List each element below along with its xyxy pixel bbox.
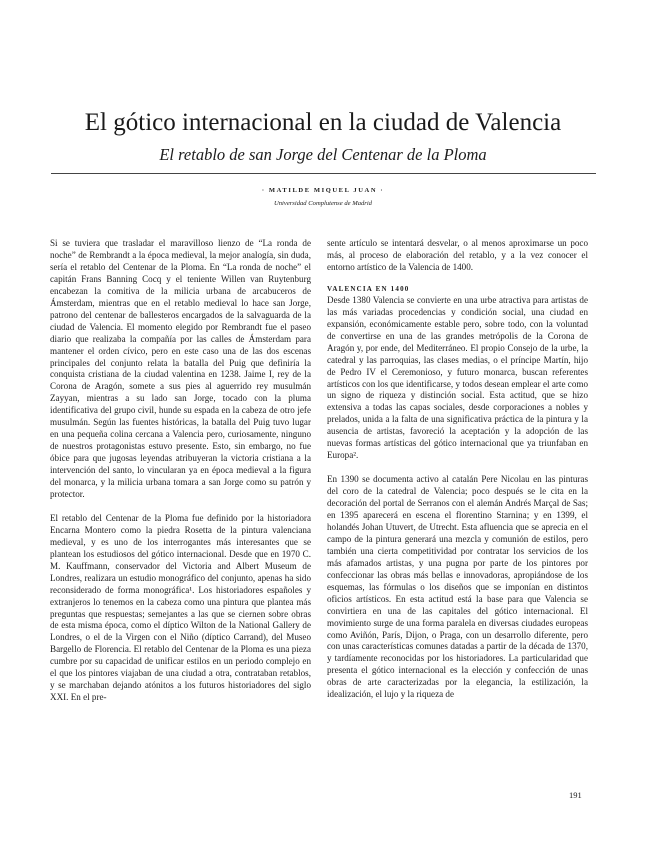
paragraph: Desde 1380 Valencia se convierte en una urbe atractiva para artistas de las más variadas procedencias y condición social, una ciudad en expansión, económicamente estable pero, sobre todo, con la voluntad de convertirse en una de las grandes metrópolis de la Corona de Aragón y, por ende, del Mediterráneo. El propio Consejo de la urbe, la catedral y las parroquias, las clases medias, o el príncipe Martín, hijo de Pedro IV el Ceremonioso, y futuro monarca, buscan referentes artísticos con los que identificarse, y todos desean emplear el arte como un signo de riqueza y distinción social. Esta actitud, que se hizo extensiva a todas las capas sociales, desde corporaciones a nobles y prelados, unida a la falta de una significativa práctica de la pintura y la ausencia de artistas, favoreció la aceptación y la adopción de las nuevas formas artísticas del gótico internacional que ya triunfaban en Europa². <box>327 294 588 461</box>
paragraph: sente artículo se intentará desvelar, o al menos aproximarse un poco más, al proceso de elaboración del retablo, y a la vez conocer el entorno artístico de la Valencia de 1400. <box>327 238 588 272</box>
paragraph: En 1390 se documenta activo al catalán Pere Nicolau en las pinturas del coro de la catedral de Valencia; poco después se le cita en la decoración del portal de Serranos con el alemán Andrés Marçal de Sas; en 1395 aparecerá en escena el florentino Starnina; y en 1399, el holandés Johan Utuvert, de Utrecht. Esta afluencia que se aprecia en el campo de la pintura generará una mezcla y comunión de estilos, pero también una cierta competitividad por contratar los servicios de los más afamados artistas, y una pugna por parte de los pintores por confeccionar las obras más bellas e innovadoras, apropiándose de los esquemas, las fórmulas o los diseños que se imponían en distintos oficios artísticos. En esta actitud está la base para que Valencia se convirtiera en una de las capitales del gótico internacional. El movimiento surge de una forma paralela en diversas ciudades europeas como Aviñón, París, Dijon, o Praga, con un desarrollo diferente, pero con unas características comunes datadas a partir de la década de 1370, y tardíamente reconocidas por los historiadores. La particularidad que presenta el gótico internacional es la elección y confección de unas obras de arte caracterizadas por la elegancia, la estilización, la idealización, el lujo y la riqueza de <box>327 474 588 700</box>
paragraph: Si se tuviera que trasladar el maravilloso lienzo de “La ronda de noche” de Rembrandt a la época medieval, la mejor analogía, sin duda, sería el retablo del Centenar de la Ploma. En “La ronda de noche” el capitán Frans Banning Cocq y el teniente Willen van Ruytenburg encabezan la comitiva de la milicia urbana de arcabuceros de Ámsterdam, mientras que en el retablo medieval lo hace san Jorge, patrono del centenar de ballesteros encargados de la salvaguarda de la ciudad de Valencia. El momento elegido por Rembrandt fue el paseo diario que realizaba la compañía por las calles de Ámsterdam para mantener el orden cívico, pero en este caso una de las dos escenas principales del conjunto relata la batalla del Puig que definiría la conquista cristiana de la ciudad valentina en 1238. Jaime I, rey de la Corona de Aragón, somete a sus pies al aguerrido rey musulmán Zayyan, mientras a su lado san Jorge, tocado con la pluma identificativa del grupo civil, hunde su espada en la cabeza de otro jefe musulmán. Según las fuentes históricas, la batalla del Puig tuvo lugar en una pequeña colina cercana a Valencia pero, curiosamente, ninguno de nuestros protagonistas estuvo presente. Esto, sin embargo, no fue óbice para que jugosas leyendas atribuyeran la victoria cristiana a la intervención del santo, lo vincularan ya en época medieval a la figura del monarca, y la milicia urbana tomara a san Jorge como su patrón y protector. <box>50 238 311 500</box>
article-subtitle: El retablo de san Jorge del Centenar de la Ploma <box>159 145 487 164</box>
author-name: · MATILDE MIQUEL JUAN · <box>261 187 385 194</box>
page-number: 191 <box>569 790 582 800</box>
left-column <box>50 238 311 704</box>
title-divider <box>51 173 596 174</box>
article-title: El gótico internacional en la ciudad de Valencia <box>84 109 562 136</box>
paragraph: El retablo del Centenar de la Ploma fue definido por la historiadora Encarna Montero como la piedra Rosetta de la pintura valenciana medieval, y es uno de los interrogantes más interesantes que se plantean los estudiosos del gótico internacional. Desde que en 1970 C. M. Kauffmann, conservador del Victoria and Albert Museum de Londres, realizara un estudio monográfico del conjunto, apenas ha sido reconsiderado de forma monográfica¹. Los historiadores españoles y extranjeros lo tenemos en la cabeza como una pintura que plantea más preguntas que respuestas; semejantes a las que se ciernen sobre obras de esta misma época, como el díptico Wilton de la National Gallery de Londres, o el de la Virgen con el Niño (díptico Carrand), del Museo Bargello de Florencia. El retablo del Centenar de la Ploma es una pieza cumbre por su capacidad de unificar estilos en un periodo complejo en el que los pintores viajaban de una ciudad a otra, contrataban retablos, y se marchaban dejando atónitos a los futuros historiadores del siglo XXI. En el pre- <box>50 512 311 703</box>
section-heading: VALENCIA EN 1400 <box>327 284 410 293</box>
author-affiliation: Universidad Complutense de Madrid <box>274 200 372 207</box>
right-column <box>327 238 588 701</box>
